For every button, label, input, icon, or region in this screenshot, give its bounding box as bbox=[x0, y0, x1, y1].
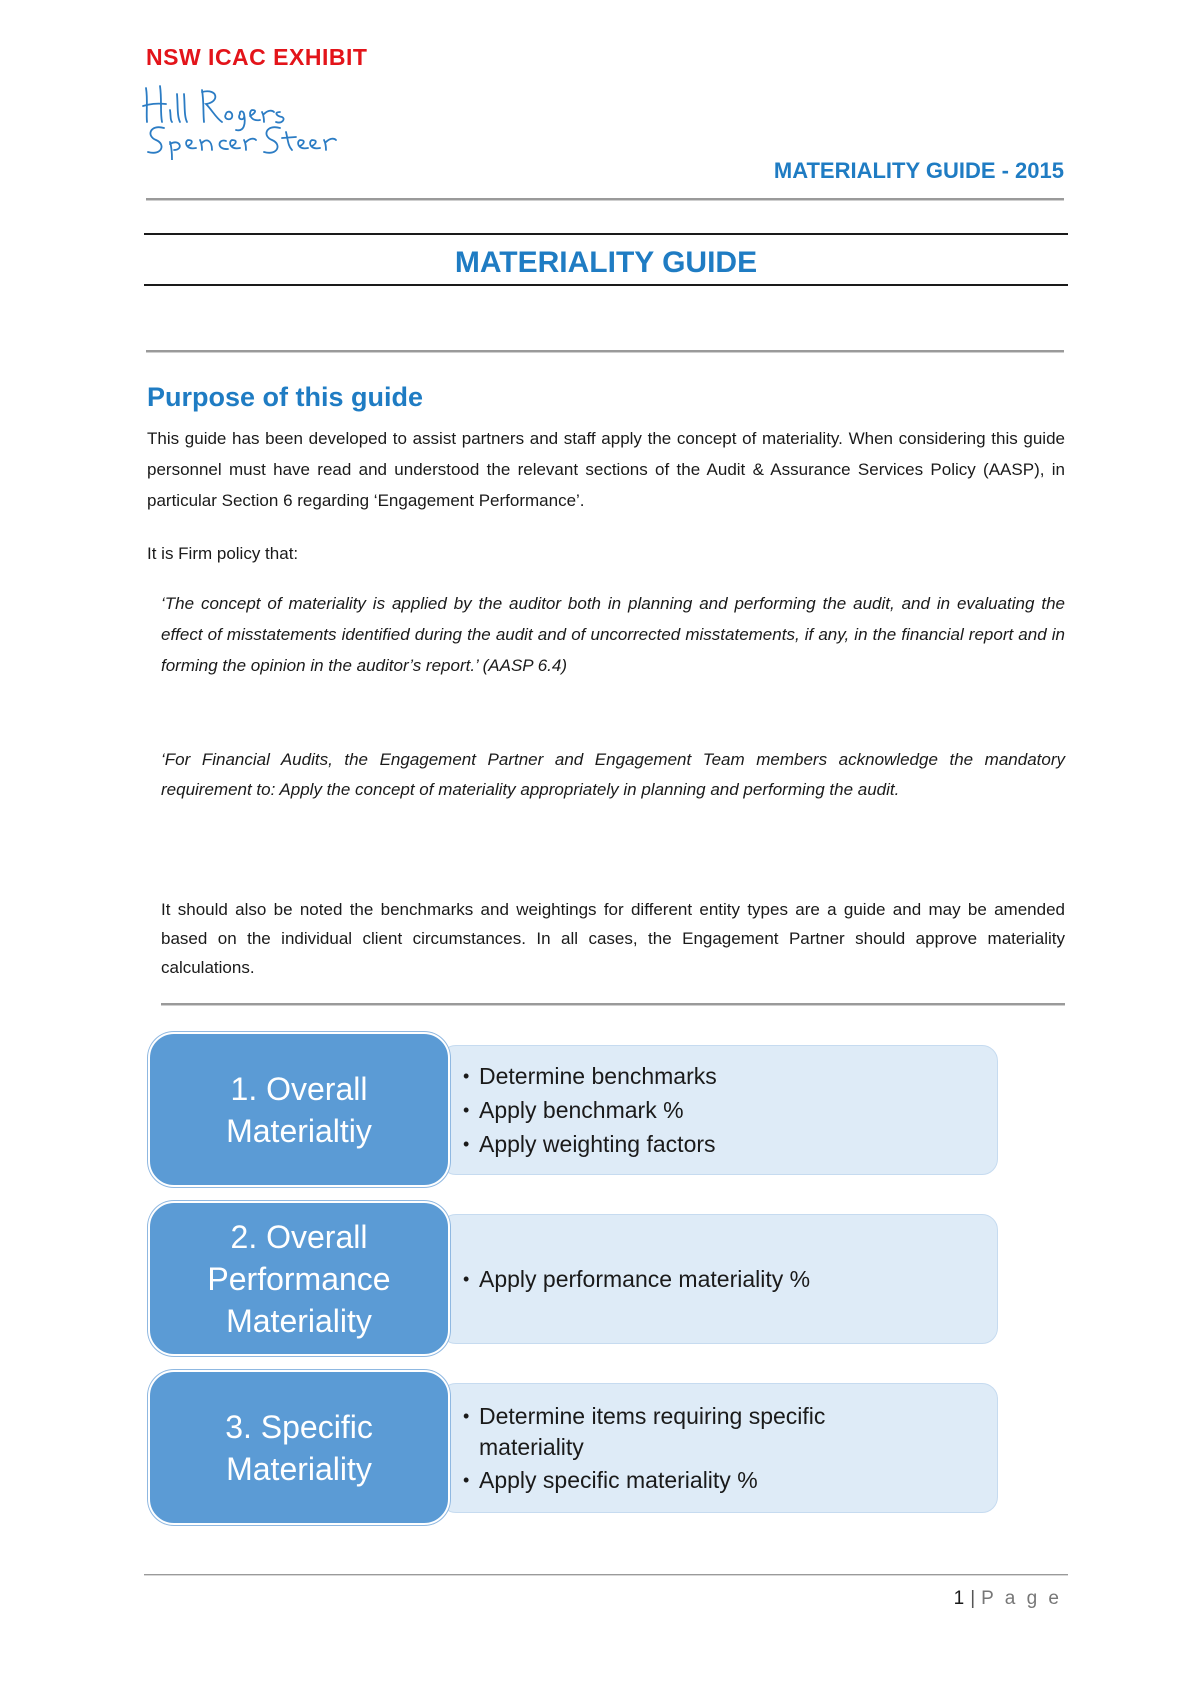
page-number: 1 bbox=[953, 1588, 965, 1609]
step-title-line: Materiality bbox=[226, 1302, 372, 1339]
bullet-icon: • bbox=[463, 1066, 470, 1086]
step-title-line: 3. Specific bbox=[225, 1408, 373, 1445]
step-1-overall-materiality bbox=[148, 1032, 450, 1187]
diagram-divider bbox=[161, 1003, 1065, 1006]
section-heading-purpose: Purpose of this guide bbox=[147, 382, 424, 412]
policy-quote-financial-audits: ‘For Financial Audits, the Engagement Partner and Engagement Team members acknowledge the mandatory requirement to: Apply the concept of materiality appropriately in planning and performing the audit. bbox=[161, 750, 1065, 799]
step-title-line: 2. Overall bbox=[230, 1218, 368, 1255]
step-title-line: Performance bbox=[207, 1260, 391, 1297]
bullet-icon: • bbox=[463, 1269, 470, 1289]
list-item: • Apply benchmark % bbox=[463, 1093, 997, 1127]
section-divider bbox=[146, 350, 1064, 353]
title-bottom-rule bbox=[144, 284, 1068, 286]
list-item: • Determine items requiring specific materiality bbox=[463, 1399, 997, 1463]
step-3-actions bbox=[440, 1383, 998, 1513]
step-1-actions bbox=[440, 1045, 998, 1175]
header-divider bbox=[146, 198, 1064, 201]
step-title-line: Materiality bbox=[226, 1450, 372, 1487]
document-running-title: MATERIALITY GUIDE - 2015 bbox=[773, 158, 1064, 183]
benchmarks-note-paragraph: It should also be noted the benchmarks and weightings for different entity types are a guide and may be amended based on the individual client circumstances. In all cases, the Engagement Partner should approve materiality calculations. bbox=[161, 900, 1065, 977]
page-label: P a g e bbox=[981, 1588, 1062, 1609]
bullet-icon: • bbox=[463, 1406, 470, 1426]
step-2-overall-performance-materiality bbox=[148, 1201, 450, 1356]
exhibit-label: NSW ICAC EXHIBIT bbox=[146, 44, 368, 70]
page-number-footer bbox=[954, 1588, 1062, 1610]
page-title: MATERIALITY GUIDE bbox=[454, 246, 758, 279]
step-title-line: Materialtiy bbox=[226, 1112, 372, 1149]
step-title-line: 1. Overall bbox=[230, 1070, 368, 1107]
purpose-paragraph: This guide has been developed to assist partners and staff apply the concept of materiality. When considering this guide personnel must have read and understood the relevant sections of the Audit & Assurance Services Policy (AASP), in particular Section 6 regarding ‘Engagement Performance’. bbox=[147, 429, 1065, 510]
footer-separator: | bbox=[970, 1588, 976, 1609]
list-item: • Apply performance materiality % bbox=[463, 1262, 997, 1296]
bullet-icon: • bbox=[463, 1134, 470, 1154]
footer-divider bbox=[144, 1574, 1068, 1576]
list-item: • Apply specific materiality % bbox=[463, 1463, 997, 1497]
list-item: • Apply weighting factors bbox=[463, 1127, 997, 1161]
step-2-actions bbox=[440, 1214, 998, 1344]
bullet-icon: • bbox=[463, 1470, 470, 1490]
firm-logo bbox=[140, 80, 340, 160]
firm-policy-intro: It is Firm policy that: bbox=[147, 544, 299, 563]
title-top-rule bbox=[144, 233, 1068, 235]
bullet-icon: • bbox=[463, 1100, 470, 1120]
policy-quote-aasp: ‘The concept of materiality is applied by the auditor both in planning and performing the audit, and in evaluating the effect of misstatements identified during the audit and of uncorrected misstatements, if any, in the financial report and in forming the opinion in the auditor’s report.’ (AASP 6.4) bbox=[161, 594, 1065, 675]
step-3-specific-materiality bbox=[148, 1370, 450, 1525]
list-item: • Determine benchmarks bbox=[463, 1059, 997, 1093]
